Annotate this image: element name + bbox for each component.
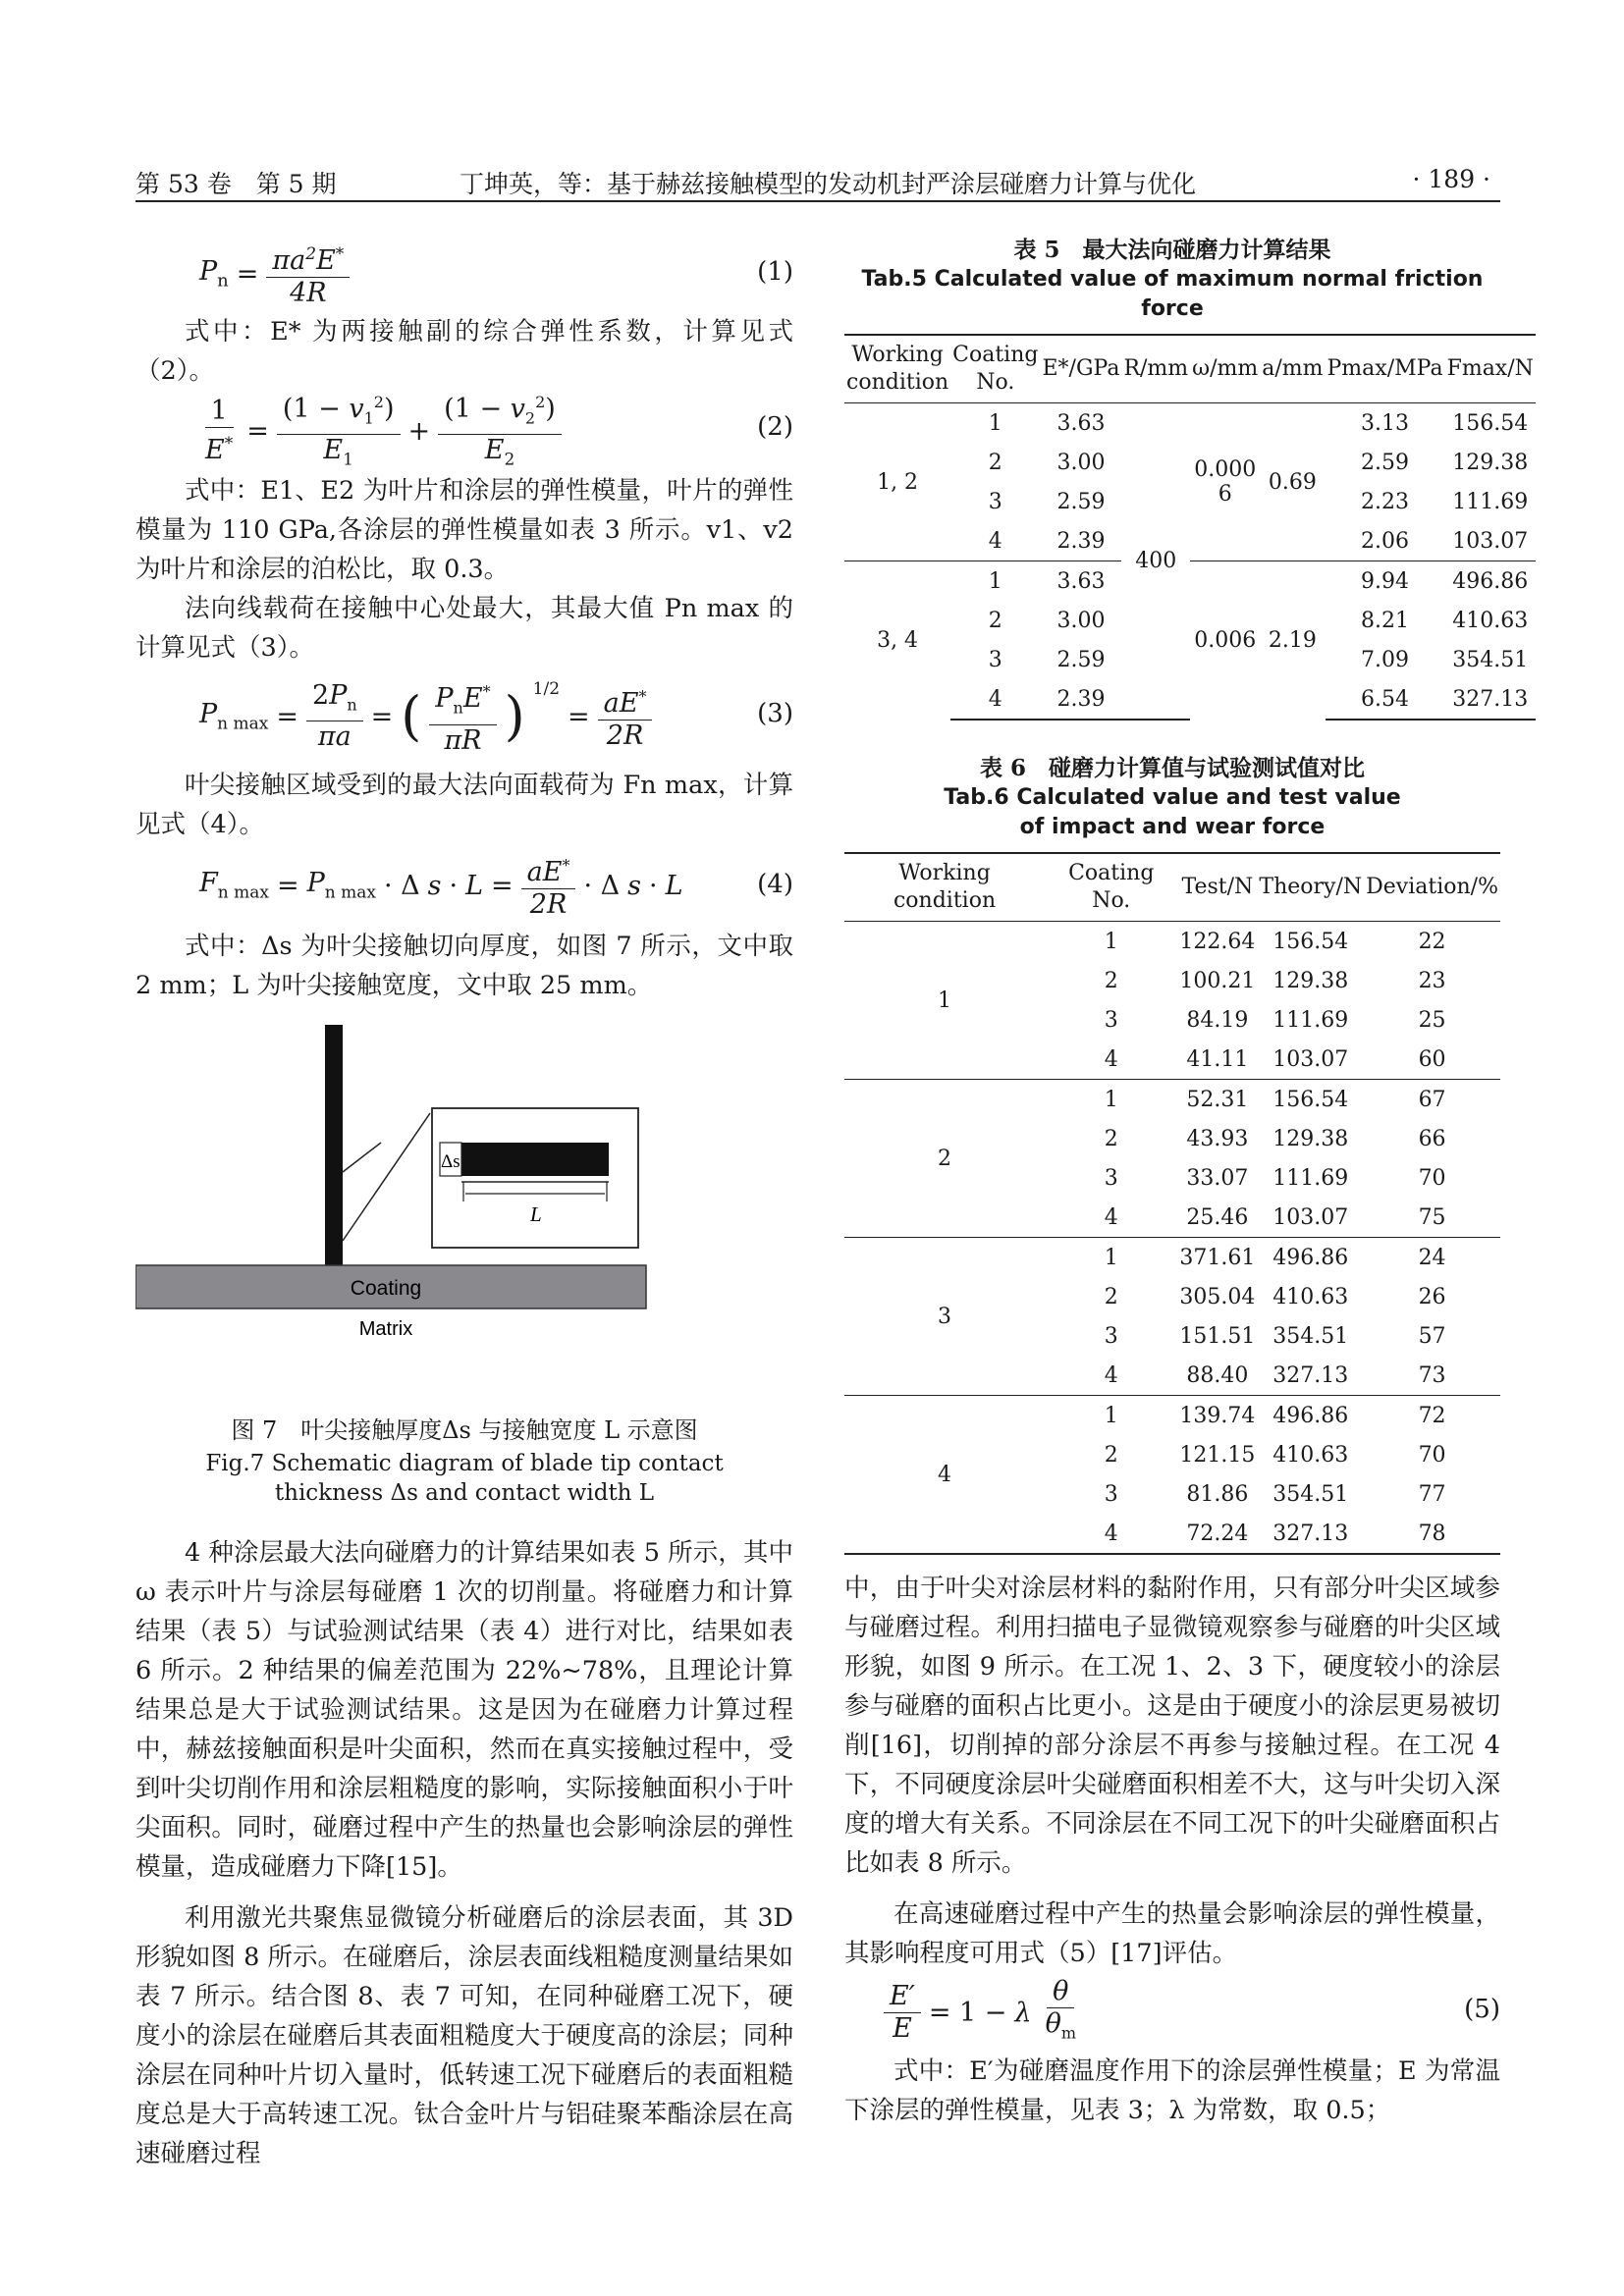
table-cell: 496.86: [1445, 561, 1536, 602]
table-cell: 60: [1418, 1046, 1446, 1072]
table-header-cell: Test/N: [1177, 853, 1257, 922]
equation-number: (1): [757, 257, 793, 287]
page-number: · 189 ·: [1412, 165, 1490, 193]
table-cell: 6.54: [1326, 679, 1445, 720]
table-cell: 24: [1364, 1238, 1500, 1278]
table-cell: 4: [844, 1396, 1045, 1555]
table-cell: 0.000 6: [1194, 457, 1257, 507]
table-cell: 4: [950, 679, 1040, 720]
table-header-cell: E*/GPa: [1040, 335, 1121, 403]
table-cell: 2.39: [1056, 528, 1106, 554]
table-row: [844, 922, 1500, 962]
table-header-cell: R/mm: [1121, 335, 1190, 403]
table-cell: 26: [1418, 1284, 1446, 1309]
table-row: [844, 1080, 1500, 1120]
table-cell: 8.21: [1361, 608, 1410, 633]
equation-number: (4): [757, 870, 793, 899]
table-header-cell: Coating No.: [950, 335, 1040, 403]
table-5-title-en: Tab.5 Calculated value of maximum normal friction force: [861, 267, 1484, 321]
table-cell: 354.51: [1272, 1481, 1349, 1507]
table-cell: 3.63: [1040, 561, 1121, 602]
table-cell: 2.23: [1361, 489, 1410, 514]
table-cell: 70: [1418, 1442, 1446, 1468]
equation-2: $\frac{1}{E^*}$ = $\frac{(1 - v_1^2)}{E_1}$ + $\frac{(1 - v_2^2)}{E_2}$ (2): [135, 391, 793, 471]
table-header-cell: Working condition: [844, 335, 950, 403]
table-cell: 23: [1418, 968, 1446, 993]
equation-number: (5): [1464, 1995, 1500, 2024]
figure-caption-en: Fig.7 Schematic diagram of blade tip contact: [205, 1451, 724, 1476]
table-cell: 103.07: [1272, 1046, 1349, 1072]
left-column: [135, 236, 793, 2173]
table-cell: 75: [1418, 1204, 1446, 1230]
article-title: 丁坤英，等：基于赫兹接触模型的发动机封严涂层碰磨力计算与优化: [460, 170, 1197, 198]
table-cell: 121.15: [1179, 1442, 1256, 1468]
table-cell: 111.69: [1272, 1165, 1349, 1191]
table-cell: 156.54: [1452, 410, 1529, 436]
equation-number: (2): [757, 412, 793, 442]
table-cell: 4: [1104, 1204, 1118, 1230]
table-cell: 9.94: [1326, 561, 1445, 602]
table-header-cell: Theory/N: [1257, 853, 1364, 922]
table-6: [844, 852, 1500, 1555]
table-cell: 4: [1104, 1362, 1118, 1388]
table-cell: 3: [1104, 1165, 1118, 1191]
figure-7: [135, 1025, 793, 1408]
table-cell: 4: [988, 528, 1002, 554]
table-cell: 25.46: [1186, 1204, 1249, 1230]
table-cell: 139.74: [1177, 1396, 1257, 1436]
table-cell: 2: [1104, 968, 1118, 993]
table-row: [844, 1238, 1500, 1278]
L-label: L: [530, 1202, 542, 1226]
table-cell: 496.86: [1257, 1238, 1364, 1278]
table-cell: 41.11: [1186, 1046, 1249, 1072]
table-cell: 327.13: [1445, 679, 1536, 720]
figure-caption-en: thickness Δs and contact width L: [274, 1480, 655, 1506]
table-cell: 3: [1104, 1007, 1118, 1033]
table-cell: 410.63: [1272, 1442, 1349, 1468]
table-cell: 3: [844, 1238, 1045, 1396]
paragraph: 式中：E′为碰磨温度作用下的涂层弹性模量；E 为常温下涂层的弹性模量，见表 3；λ 为常数，取 0.5；: [844, 2056, 1500, 2125]
table-cell: 2: [1104, 1442, 1118, 1468]
table-cell: 2.06: [1361, 528, 1410, 554]
table-cell: 77: [1418, 1481, 1446, 1507]
paragraph: 叶尖接触区域受到的最大法向面载荷为 Fn max，计算见式（4）。: [135, 771, 793, 839]
table-cell: 52.31: [1177, 1080, 1257, 1120]
table-cell: 1: [1045, 1080, 1177, 1120]
table-cell: 3: [988, 647, 1002, 672]
table-cell: 354.51: [1452, 647, 1529, 672]
table-cell: 327.13: [1272, 1362, 1349, 1388]
table-cell: 3.13: [1361, 410, 1410, 436]
table-cell: 67: [1364, 1080, 1500, 1120]
table-cell: 156.54: [1257, 1080, 1364, 1120]
table-cell: 1: [1104, 929, 1118, 954]
equation-1: $P_n$ = $\frac{\pi a^2E^*}{4R}$ (1): [135, 236, 793, 312]
right-column: [844, 236, 1534, 2130]
table-cell: 0.69: [1268, 469, 1317, 495]
table-cell: 111.69: [1452, 489, 1529, 514]
equation-5: $\frac{E'}{E}$ = 1 − λ $\frac{\theta}{\theta_m}$ (5): [844, 1973, 1500, 2052]
equation-number: (3): [757, 699, 793, 728]
running-header: [135, 165, 1500, 202]
table-header-cell: Coating No.: [1045, 853, 1177, 922]
table-header-cell: a/mm: [1260, 335, 1325, 403]
table-cell: 33.07: [1186, 1165, 1249, 1191]
table-5: [844, 334, 1536, 721]
table-6-title-en: of impact and wear force: [1019, 815, 1326, 839]
table-cell: 0.006: [1190, 561, 1260, 721]
table-cell: 43.93: [1186, 1126, 1249, 1151]
table-cell: 1: [1045, 1396, 1177, 1436]
table-row: [844, 1396, 1500, 1436]
table-cell: 2.59: [1056, 489, 1106, 514]
paragraph: 式中：E1、E2 为叶片和涂层的弹性模量，叶片的弹性模量为 110 GPa,各涂层的弹性模量如表 3 所示。v1、v2 为叶片和涂层的泊松比，取 0.3。: [135, 476, 793, 584]
table-cell: 3.63: [1056, 410, 1106, 436]
paragraph: 式中：Δs 为叶尖接触切向厚度，如图 7 所示，文中取 2 mm；L 为叶尖接触宽度，文中取 25 mm。: [135, 932, 793, 1000]
paragraph: 式中：E* 为两接触副的综合弹性系数，计算见式（2）。: [135, 317, 793, 386]
table-cell: 122.64: [1179, 929, 1256, 954]
zoom-inset: [432, 1108, 638, 1248]
paragraph: 法向线载荷在接触中心处最大，其最大值 Pn max 的计算见式（3）。: [135, 594, 793, 663]
table-cell: 129.38: [1452, 450, 1529, 475]
table-6-title-cn: 表 6 碰磨力计算值与试验测试值对比: [979, 755, 1365, 781]
matrix-label: Matrix: [358, 1318, 413, 1340]
table-cell: 3, 4: [844, 561, 950, 721]
table-cell: 400: [1121, 403, 1190, 721]
table-cell: 496.86: [1257, 1396, 1364, 1436]
paragraph: 在高速碰磨过程中产生的热量会影响涂层的弹性模量，其影响程度可用式（5）[17]评估。: [844, 1899, 1500, 1968]
table-cell: 22: [1418, 929, 1446, 954]
table-cell: 327.13: [1257, 1514, 1364, 1554]
equation-3: $P_{n max}$ = $\frac{2P_n}{\pi a}$ = ( $\frac{P_nE^*}{\pi R}$ ) $^{1/2}$ = $\frac{aE^*}{2R}$ (3): [135, 667, 793, 766]
table-cell: 1: [950, 561, 1040, 602]
table-cell: 2: [1104, 1284, 1118, 1309]
table-cell: 103.07: [1452, 528, 1529, 554]
paragraph: 利用激光共聚焦显微镜分析碰磨后的涂层表面，其 3D 形貌如图 8 所示。在碰磨后，涂层表面线粗糙度测量结果如表 7 所示。结合图 8、表 7 可知，在同种碰磨工况下，硬度小的涂层在碰磨后其表面粗糙度大于硬度高的涂层；同种涂层在同种叶片切入量时，低转速工况下碰磨后的表面粗糙度总是大于高转速工况。钛合金叶片与铝硅聚苯酯涂层在高速碰磨过程: [135, 1903, 793, 2168]
table-cell: 151.51: [1179, 1323, 1256, 1349]
table-cell: 2.59: [1361, 450, 1410, 475]
table-cell: 305.04: [1179, 1284, 1256, 1309]
table-cell: 410.63: [1272, 1284, 1349, 1309]
table-cell: 371.61: [1177, 1238, 1257, 1278]
table-cell: 410.63: [1452, 608, 1529, 633]
table-cell: 2: [988, 608, 1002, 633]
table-cell: 3.00: [1056, 450, 1106, 475]
table-cell: 354.51: [1272, 1323, 1349, 1349]
table-cell: 100.21: [1179, 968, 1256, 993]
table-cell: 103.07: [1272, 1204, 1349, 1230]
paragraph: 4 种涂层最大法向碰磨力的计算结果如表 5 所示，其中 ω 表示叶片与涂层每碰磨 1 次的切削量。将碰磨力和计算结果（表 5）与试验测试结果（表 4）进行对比，结果如表 6 所示。2 种结果的偏差范围为 22%~78%，且理论计算结果总是大于试验测试结果。这是因为在碰磨力计算过程中，赫兹接触面积是叶尖面积，然而在真实接触过程中，受到叶尖切削作用和涂层粗糙度的影响，实际接触面积小于叶尖面积。同时，碰磨过程中产生的热量也会影响涂层的弹性模量，造成碰磨力下降[15]。: [135, 1538, 793, 1882]
table-cell: 72: [1364, 1396, 1500, 1436]
table-cell: 1: [1045, 1238, 1177, 1278]
table-cell: 1: [938, 988, 952, 1013]
table-cell: 73: [1418, 1362, 1446, 1388]
table-header-cell: Fmax/N: [1445, 335, 1536, 403]
blade-tip-diagram: [135, 1025, 793, 1408]
table-header-cell: ω/mm: [1190, 335, 1260, 403]
table-cell: 2.19: [1260, 561, 1325, 721]
table-cell: 25: [1418, 1007, 1446, 1033]
blade-bar: [325, 1025, 343, 1265]
table-cell: 2.39: [1040, 679, 1121, 720]
equation-4: $F_{n max}$ = $P_{n max}$ · Δ s · L = $\frac{aE^*}{2R}$ · Δ s · L (4): [135, 844, 793, 927]
table-cell: 3: [1104, 1323, 1118, 1349]
table-header-cell: Deviation/%: [1364, 853, 1500, 922]
figure-caption-cn: 图 7 叶尖接触厚度Δs 与接触宽度 L 示意图: [231, 1416, 698, 1444]
table-cell: 129.38: [1272, 968, 1349, 993]
table-cell: 66: [1418, 1126, 1446, 1151]
table-row: [844, 403, 1536, 444]
table-cell: 4: [1045, 1514, 1177, 1554]
table-cell: 7.09: [1361, 647, 1410, 672]
paragraph: 中，由于叶尖对涂层材料的黏附作用，只有部分叶尖区域参与碰磨过程。利用扫描电子显微镜观察参与碰磨的叶尖区域形貌，如图 9 所示。在工况 1、2、3 下，硬度较小的涂层参与碰磨的面积占比更小。这是由于硬度小的涂层更易被切削[16]，切削掉的部分涂层不再参与接触过程。在工况 4 下，不同硬度涂层叶尖碰磨面积相差不大，这与叶尖切入深度的增大有关系。不同涂层在不同工况下的叶尖碰磨面积占比如表 8 所示。: [844, 1574, 1500, 1878]
table-5-title-cn: 表 5 最大法向碰磨力计算结果: [1013, 237, 1331, 263]
table-cell: 2: [1104, 1126, 1118, 1151]
table-6-title-en: Tab.6 Calculated value and test value: [944, 785, 1401, 810]
ds-label: Δs: [441, 1151, 460, 1172]
table-cell: 78: [1364, 1514, 1500, 1554]
table-cell: 3: [988, 489, 1002, 514]
table-cell: 1, 2: [877, 469, 919, 495]
table-cell: 1: [988, 410, 1002, 436]
table-cell: 2.59: [1056, 647, 1106, 672]
table-cell: 81.86: [1186, 1481, 1249, 1507]
table-cell: 88.40: [1186, 1362, 1249, 1388]
table-cell: 57: [1418, 1323, 1446, 1349]
table-cell: 3.00: [1056, 608, 1106, 633]
table-cell: 111.69: [1272, 1007, 1349, 1033]
table-cell: 4: [1104, 1046, 1118, 1072]
table-cell: 129.38: [1272, 1126, 1349, 1151]
table-header-cell: Pmax/MPa: [1326, 335, 1445, 403]
table-cell: 70: [1418, 1165, 1446, 1191]
table-cell: 84.19: [1186, 1007, 1249, 1033]
table-cell: 72.24: [1177, 1514, 1257, 1554]
table-cell: 2: [844, 1080, 1045, 1238]
coating-label: Coating: [350, 1277, 422, 1300]
table-header-cell: Working condition: [844, 853, 1045, 922]
journal-volume: 第 53 卷 第 5 期: [135, 170, 337, 198]
table-row: [844, 561, 1536, 602]
table-cell: 156.54: [1272, 929, 1349, 954]
table-cell: 2: [988, 450, 1002, 475]
table-cell: 3: [1104, 1481, 1118, 1507]
